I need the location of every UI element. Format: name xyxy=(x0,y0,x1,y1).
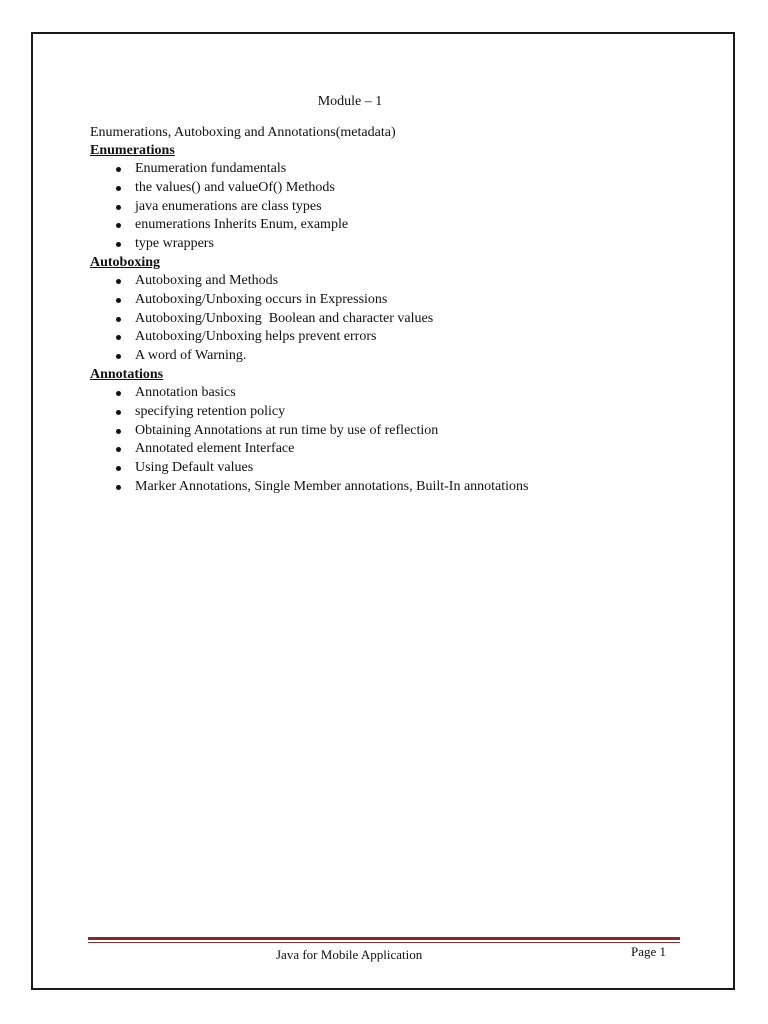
autoboxing-list xyxy=(90,272,690,366)
module-title: Module – 1 xyxy=(317,94,383,109)
list-item-text: java enumerations are class types xyxy=(135,198,322,214)
footer-rule-thick xyxy=(88,937,680,940)
section-heading-annotations: Annotations xyxy=(90,366,164,382)
list-item-text: Autoboxing/Unboxing Boolean and character values xyxy=(135,310,434,326)
list-item xyxy=(90,198,690,217)
list-item-text: Using Default values xyxy=(135,460,254,476)
list-item-text: type wrappers xyxy=(135,236,214,252)
section-annotations xyxy=(90,366,690,497)
list-item xyxy=(90,328,690,347)
list-item xyxy=(90,478,690,497)
list-item xyxy=(90,384,690,403)
list-item-text: Autoboxing/Unboxing helps prevent errors xyxy=(135,329,377,345)
bullet-icon xyxy=(116,466,121,471)
bullet-icon xyxy=(116,429,121,434)
list-item xyxy=(90,403,690,422)
list-item xyxy=(90,235,690,254)
list-item xyxy=(90,347,690,366)
list-item xyxy=(90,160,690,179)
list-item xyxy=(90,272,690,291)
list-item-text: A word of Warning. xyxy=(135,348,247,364)
bullet-icon xyxy=(116,223,121,228)
list-item xyxy=(90,310,690,329)
bullet-icon xyxy=(116,205,121,210)
section-heading-autoboxing: Autoboxing xyxy=(90,254,161,270)
list-item-text: enumerations Inherits Enum, example xyxy=(135,217,349,233)
list-item-text: Marker Annotations, Single Member annotations, Built-In annotations xyxy=(135,478,529,494)
section-heading-enumerations: Enumerations xyxy=(90,143,175,158)
list-item-text: the values() and valueOf() Methods xyxy=(135,179,335,195)
bullet-icon xyxy=(116,391,121,396)
list-item xyxy=(90,440,690,459)
list-item-text: Autoboxing/Unboxing occurs in Expressions xyxy=(135,291,388,307)
annotations-list xyxy=(90,384,690,497)
list-item xyxy=(90,459,690,478)
bullet-icon xyxy=(116,335,121,340)
bullet-icon xyxy=(116,447,121,452)
bullet-icon xyxy=(116,186,121,191)
list-item-text: Autoboxing and Methods xyxy=(135,272,279,288)
section-enumerations xyxy=(90,142,690,254)
list-item xyxy=(90,179,690,198)
list-item xyxy=(90,216,690,235)
section-autoboxing xyxy=(90,254,690,366)
bullet-icon xyxy=(116,242,121,247)
list-item xyxy=(90,291,690,310)
list-item-text: Annotated element Interface xyxy=(135,441,295,457)
bullet-icon xyxy=(116,410,121,415)
bullet-icon xyxy=(116,354,121,359)
list-item-text: Enumeration fundamentals xyxy=(135,161,287,176)
bullet-icon xyxy=(116,485,121,490)
bullet-icon xyxy=(116,279,121,284)
page-number: Page 1 xyxy=(631,944,667,959)
list-item-text: Annotation basics xyxy=(135,384,236,400)
list-item-text: Obtaining Annotations at run time by use of reflection xyxy=(135,422,439,438)
enumerations-list xyxy=(90,160,690,254)
bullet-icon xyxy=(116,167,121,172)
list-item-text: specifying retention policy xyxy=(135,403,286,419)
list-item xyxy=(90,422,690,441)
bullet-icon xyxy=(116,317,121,322)
footer-rule-thin xyxy=(88,942,680,943)
bullet-icon xyxy=(116,298,121,303)
footer-title: Java for Mobile Application xyxy=(276,947,423,962)
intro-line: Enumerations, Autoboxing and Annotations(metadata) xyxy=(90,125,396,140)
document-body xyxy=(90,93,690,497)
